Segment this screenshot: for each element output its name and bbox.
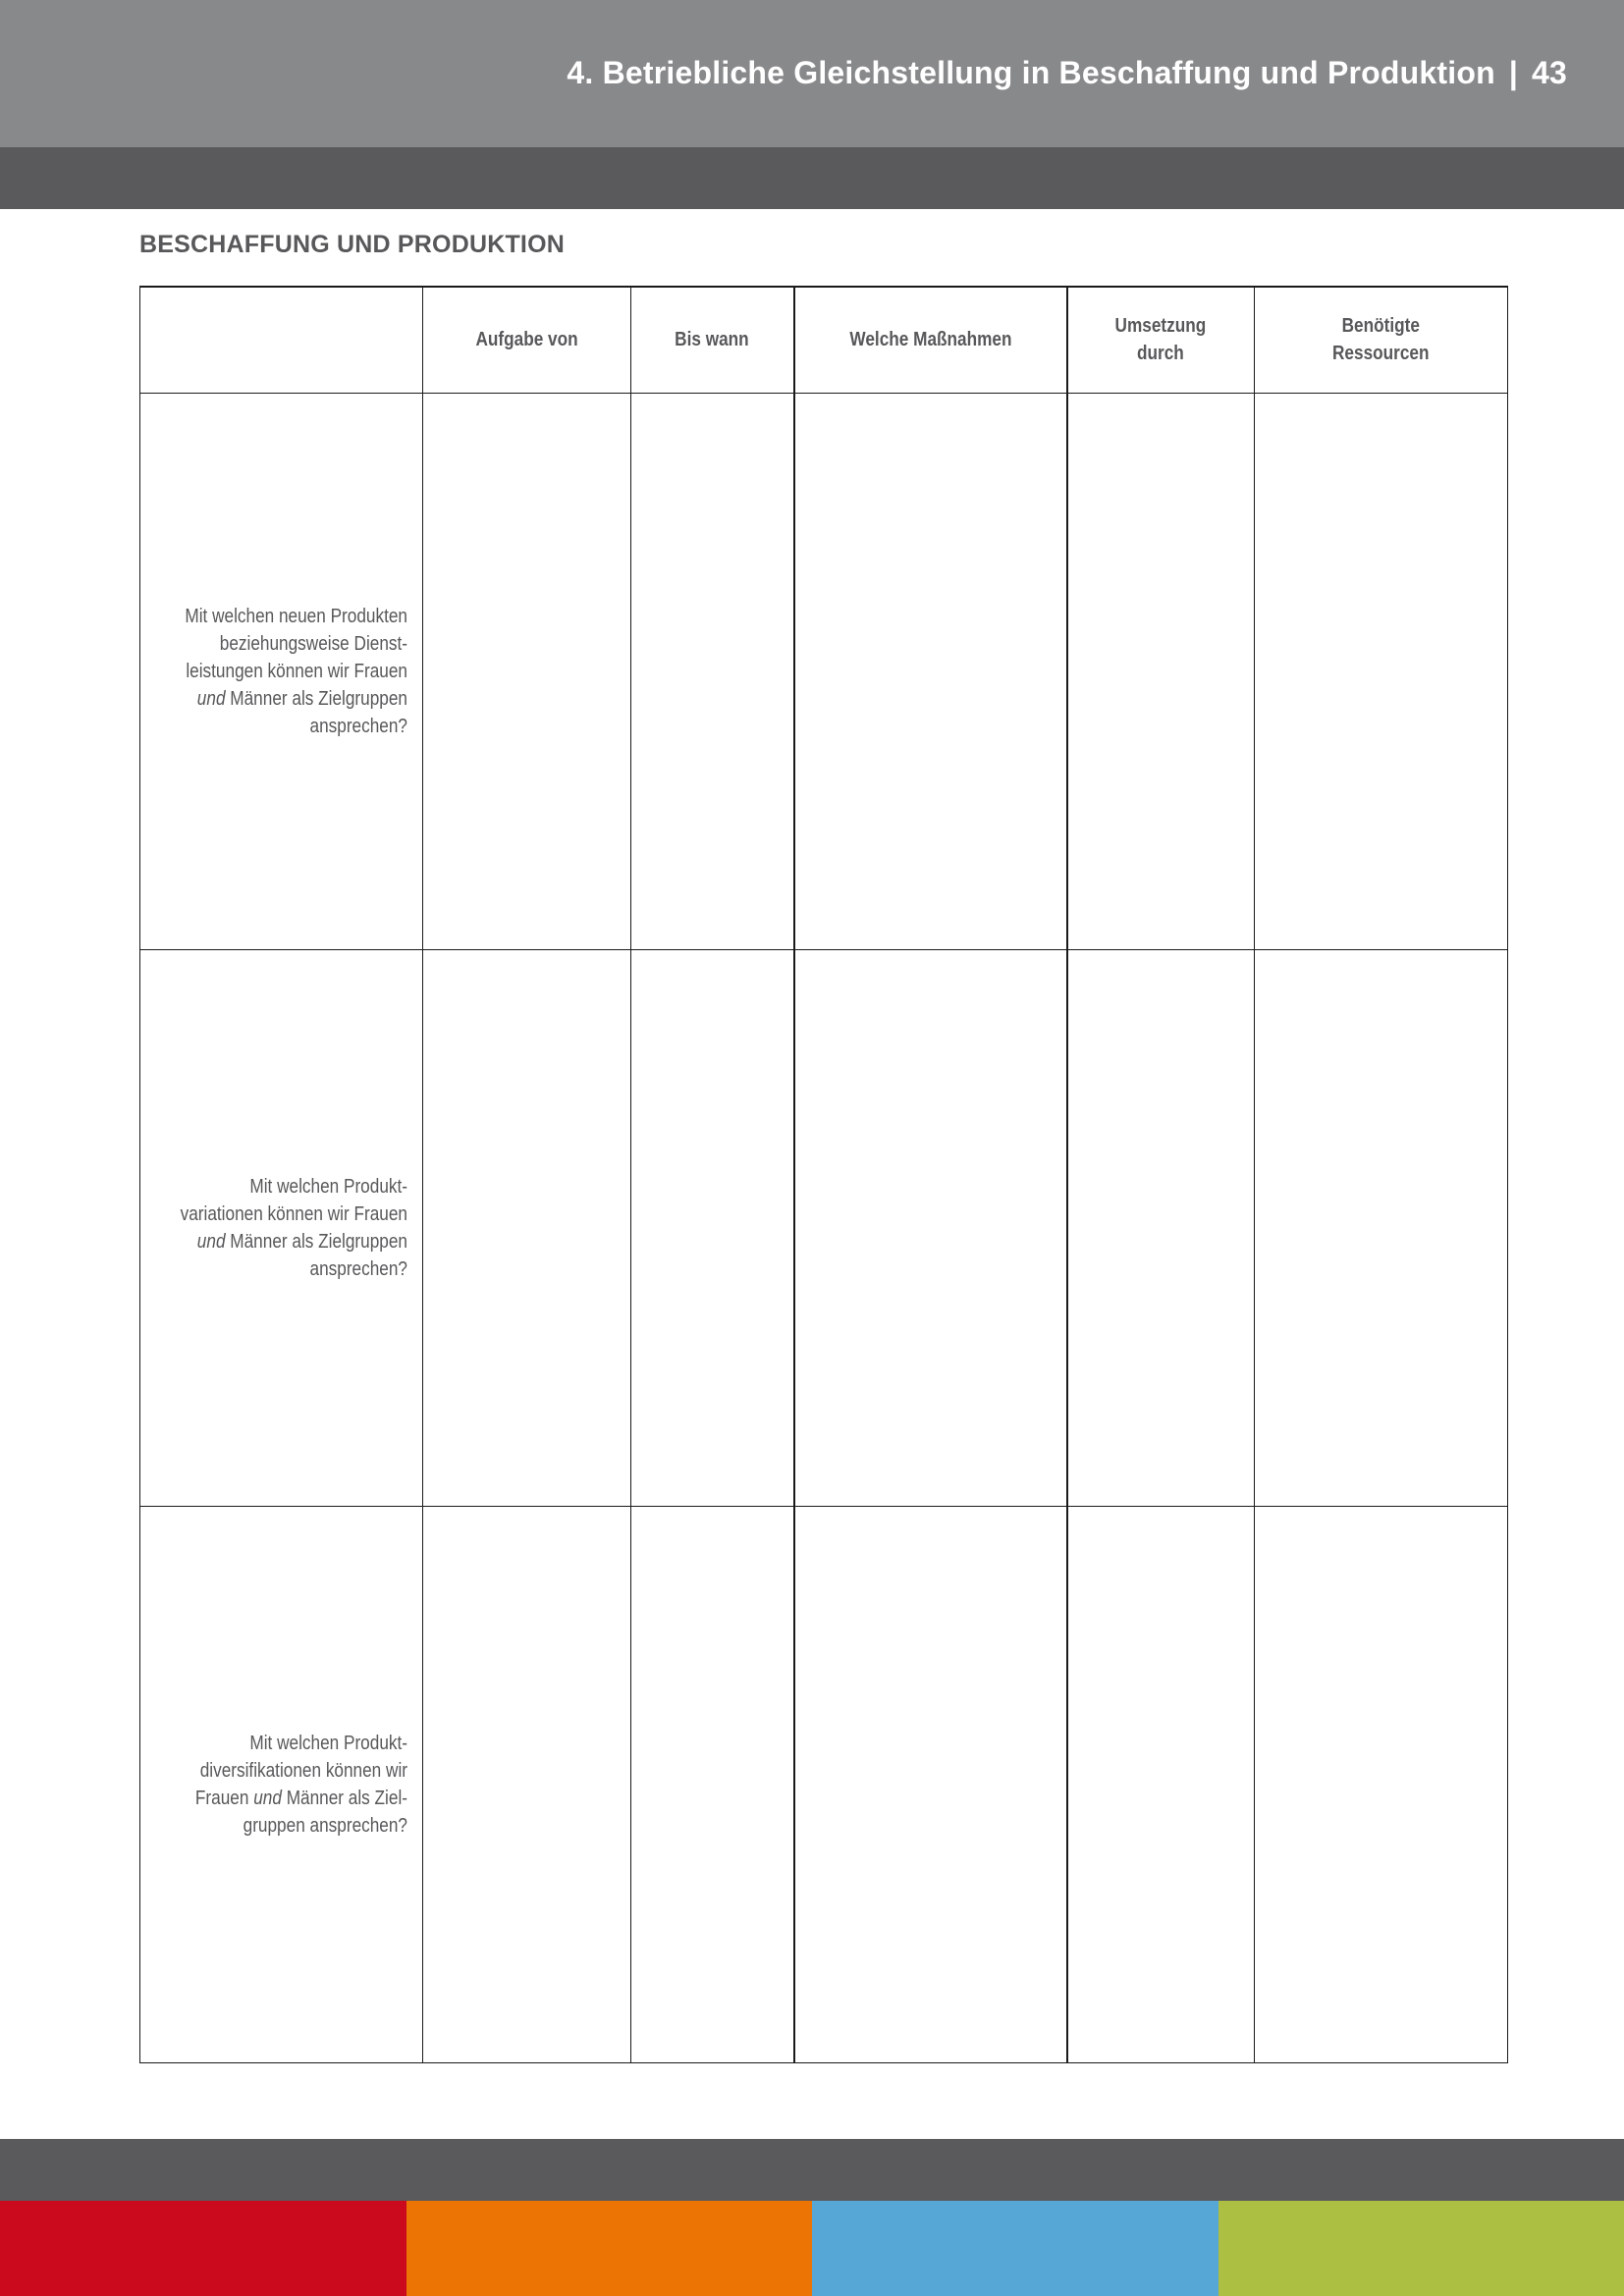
question-text: Mit welchen neuen Produkten beziehungsweise Dienst- leistungen können wir Frauen und Männer als Zielgruppen ansprechen?	[185, 605, 407, 737]
table-row	[140, 949, 1508, 1506]
header-dark-band	[0, 147, 1624, 209]
table-row	[140, 1506, 1508, 2062]
question-cell	[140, 1506, 423, 2062]
question-cell	[140, 949, 423, 1506]
cell-massnahmen[interactable]	[794, 949, 1067, 1506]
footer-color-bar	[0, 2201, 1624, 2296]
cell-ressourcen[interactable]	[1255, 949, 1508, 1506]
footer-swatch-red	[0, 2201, 406, 2296]
column-header-label-line2: Ressourcen	[1332, 343, 1430, 365]
column-header-label: Umsetzung	[1114, 315, 1207, 338]
cell-aufgabe-von[interactable]	[423, 393, 631, 949]
column-header-label: Aufgabe von	[475, 329, 578, 351]
cell-aufgabe-von[interactable]	[423, 949, 631, 1506]
page-number: 43	[1532, 55, 1567, 90]
cell-aufgabe-von[interactable]	[423, 1506, 631, 2062]
cell-ressourcen[interactable]	[1255, 1506, 1508, 2062]
column-header-ressourcen	[1255, 287, 1508, 393]
chapter-title: 4. Betriebliche Gleichstellung in Beschaffung und Produktion	[567, 55, 1495, 90]
emphasis-und: und	[253, 1787, 282, 1809]
cell-ressourcen[interactable]	[1255, 393, 1508, 949]
cell-bis-wann[interactable]	[631, 393, 794, 949]
emphasis-und: und	[196, 1230, 226, 1253]
table-header-row	[140, 287, 1508, 393]
column-header-label: Benötigte	[1341, 315, 1421, 338]
cell-massnahmen[interactable]	[794, 1506, 1067, 2062]
cell-bis-wann[interactable]	[631, 949, 794, 1506]
question-cell	[140, 393, 423, 949]
planning-table	[139, 286, 1508, 2063]
cell-umsetzung[interactable]	[1067, 1506, 1255, 2062]
column-header-question	[140, 287, 423, 393]
footer-swatch-green	[1218, 2201, 1624, 2296]
cell-umsetzung[interactable]	[1067, 393, 1255, 949]
column-header-aufgabe-von	[423, 287, 631, 393]
column-header-massnahmen	[794, 287, 1067, 393]
footer-swatch-blue	[812, 2201, 1218, 2296]
cell-bis-wann[interactable]	[631, 1506, 794, 2062]
question-text: Mit welchen Produkt- diversifikationen können wir Frauen und Männer als Ziel- gruppen ansprechen?	[194, 1732, 407, 1837]
column-header-bis-wann	[631, 287, 794, 393]
cell-massnahmen[interactable]	[794, 393, 1067, 949]
table-row	[140, 393, 1508, 949]
footer-dark-band	[0, 2139, 1624, 2201]
chapter-header	[567, 55, 1567, 91]
section-title: BESCHAFFUNG UND PRODUKTION	[139, 231, 565, 258]
emphasis-und: und	[196, 687, 226, 710]
cell-umsetzung[interactable]	[1067, 949, 1255, 1506]
column-header-label: Welche Maßnahmen	[848, 329, 1012, 351]
header-separator: |	[1508, 55, 1518, 90]
column-header-umsetzung	[1067, 287, 1255, 393]
column-header-label: Bis wann	[675, 329, 749, 351]
question-text: Mit welchen Produkt- variationen können wir Frauen und Männer als Zielgruppen ansprechen?	[180, 1175, 407, 1280]
footer-swatch-orange	[406, 2201, 813, 2296]
header-bar	[0, 0, 1624, 147]
column-header-label-line2: durch	[1137, 343, 1185, 365]
